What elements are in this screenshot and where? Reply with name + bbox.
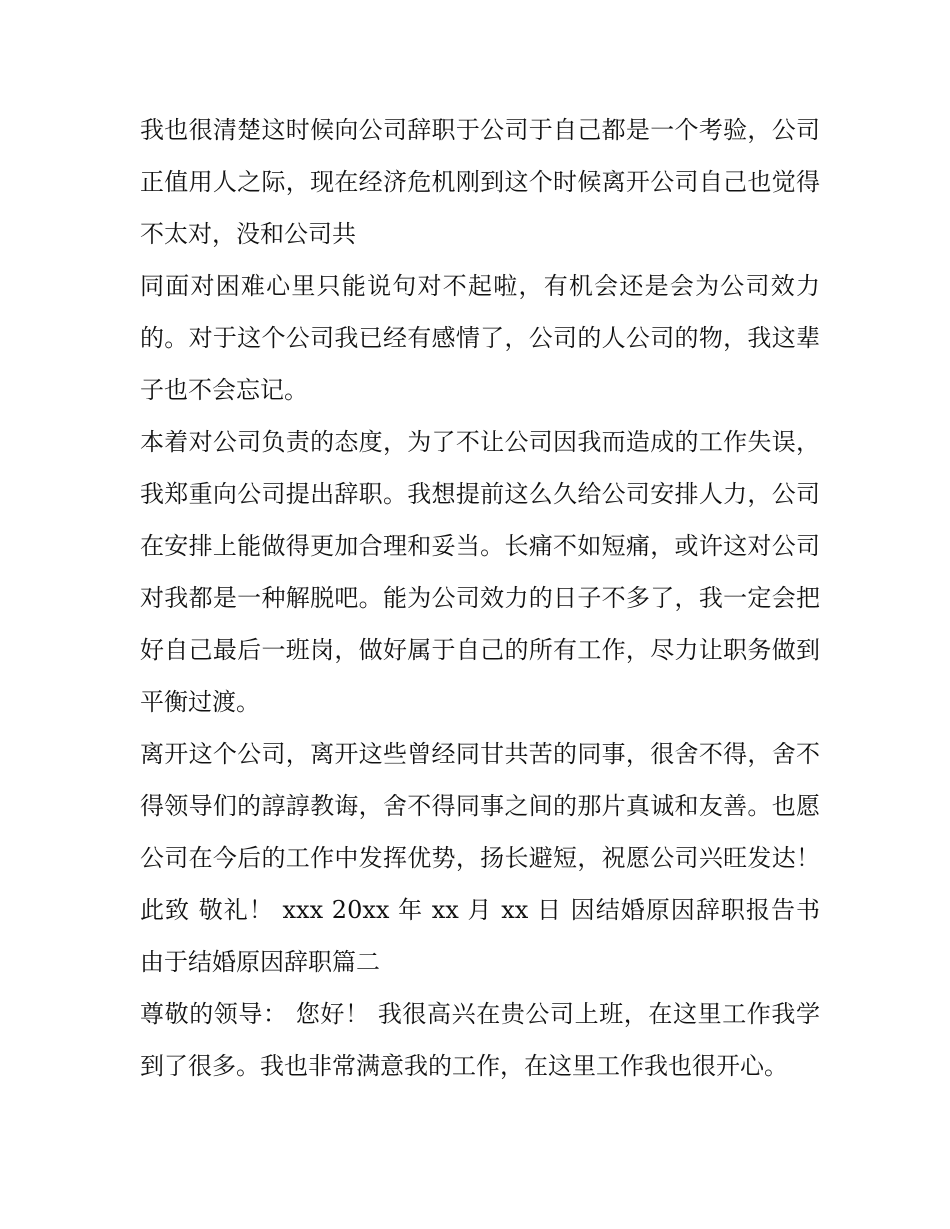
paragraph-3: 本着对公司负责的态度，为了不让公司因我而造成的工作失误，我郑重向公司提出辞职。我想提前这么久给公司安排人力，公司在安排上能做得更加合理和妥当。长痛不如短痛，或许这对公司对我都是一种解脱吧。能为公司效力的日子不多了，我一定会把好自己最后一班岗，做好属于自己的所有工作，尽力让职务做到平衡过渡。 (140, 428, 820, 716)
paragraph-4: 离开这个公司，离开这些曾经同甘共苦的同事，很舍不得，舍不得领导们的諄諄教诲，舍不得同事之间的那片真诚和友善。也愿公司在今后的工作中发挥优势，扬长避短，祝愿公司兴旺发达！ 此致 敬礼！ xxx 20xx 年 xx 月 xx 日 因结婚原因辞职报告书 由于结婚原因辞职篇二 (140, 740, 820, 976)
paragraph-5: 尊敬的领导： 您好！ 我很高兴在贵公司上班，在这里工作我学到了很多。我也非常满意我的工作，在这里工作我也很开心。 (140, 1000, 820, 1080)
paragraph-2: 同面对困难心里只能说句对不起啦，有机会还是会为公司效力的。对于这个公司我已经有感情了，公司的人公司的物，我这辈子也不会忘记。 (140, 272, 820, 404)
document-body (140, 104, 820, 1092)
paragraph-1: 我也很清楚这时候向公司辞职于公司于自己都是一个考验，公司正值用人之际，现在经济危机刚到这个时候离开公司自己也觉得不太对，没和公司共 (140, 116, 820, 248)
